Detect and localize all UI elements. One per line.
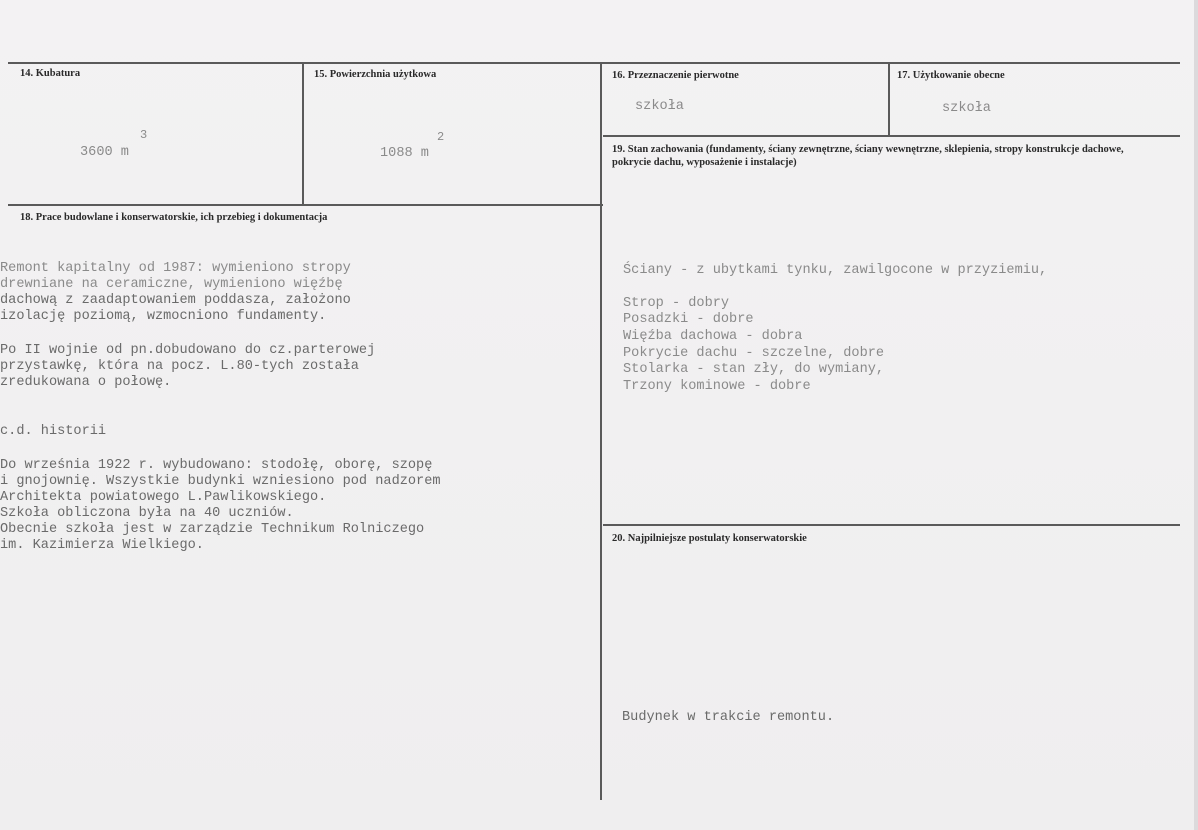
field-19-label: 19. Stan zachowania (fundamenty, ściany zewnętrzne, ściany wewnętrzne, sklepienia, stropy konstrukcje dachowe, pokrycie dachu, wyposażenie i instalacje) [612, 144, 1124, 168]
text-line: Więźba dachowa - dobra [623, 329, 803, 344]
field-14-value: 3600 m [80, 145, 129, 160]
field-15-value: 1088 m [380, 146, 429, 161]
text-line: i gnojownię. Wszystkie budynki wzniesiono pod nadzorem [0, 474, 441, 489]
text-line: zredukowana o połowę. [0, 375, 172, 390]
text-line: drewniane na ceramiczne, wymieniono więźbę [0, 277, 343, 292]
center-divider [600, 62, 602, 800]
text-line: im. Kazimierza Wielkiego. [0, 538, 204, 553]
field-15-exponent: 2 [437, 130, 445, 144]
field-14-label: 14. Kubatura [20, 68, 81, 79]
text-line: Pokrycie dachu - szczelne, dobre [623, 346, 885, 361]
text-line: Do września 1922 r. wybudowano: stodołę, oborę, szopę [0, 458, 433, 473]
field-15-label: 15. Powierzchnia użytkowa [314, 69, 437, 80]
rule-16-17-bottom [603, 135, 1180, 137]
text-line: przystawkę, która na pocz. L.80-tych została [0, 359, 359, 374]
text-line: Ściany - z ubytkami tynku, zawilgocone w przyziemiu, [623, 263, 1048, 278]
field-20-value: Budynek w trakcie remontu. [622, 710, 835, 725]
divider-14-15 [302, 62, 304, 204]
field-14-exponent: 3 [140, 128, 148, 142]
field-20-label: 20. Najpilniejsze postulaty konserwatorskie [612, 533, 807, 544]
rule-14-15-bottom [8, 204, 603, 206]
field-18-label: 18. Prace budowlane i konserwatorskie, ich przebieg i dokumentacja [20, 212, 328, 223]
field-17-label: 17. Użytkowanie obecne [897, 70, 1005, 81]
text-line: dachową z zaadaptowaniem poddasza, założono [0, 293, 351, 308]
text-line: Posadzki - dobre [623, 312, 754, 327]
field-16-label: 16. Przeznaczenie pierwotne [612, 70, 739, 81]
divider-16-17 [888, 62, 890, 136]
text-line: Strop - dobry [623, 296, 730, 311]
rule-19-bottom [603, 524, 1180, 526]
text-line: izolację poziomą, wzmocniono fundamenty. [0, 309, 327, 324]
text-line: c.d. historii [0, 424, 107, 439]
field-17-value: szkoła [942, 101, 991, 116]
top-rule [8, 62, 1180, 64]
field-16-value: szkoła [635, 99, 684, 114]
text-line: Po II wojnie od pn.dobudowano do cz.parterowej [0, 343, 376, 358]
text-line: Obecnie szkoła jest w zarządzie Technikum Rolniczego [0, 522, 425, 537]
card-edge [1194, 0, 1198, 830]
text-line: Szkoła obliczona była na 40 uczniów. [0, 506, 294, 521]
text-line: Trzony kominowe - dobre [623, 379, 811, 394]
text-line: Architekta powiatowego L.Pawlikowskiego. [0, 490, 327, 505]
text-line: Remont kapitalny od 1987: wymieniono stropy [0, 261, 351, 276]
text-line: Stolarka - stan zły, do wymiany, [623, 362, 885, 377]
